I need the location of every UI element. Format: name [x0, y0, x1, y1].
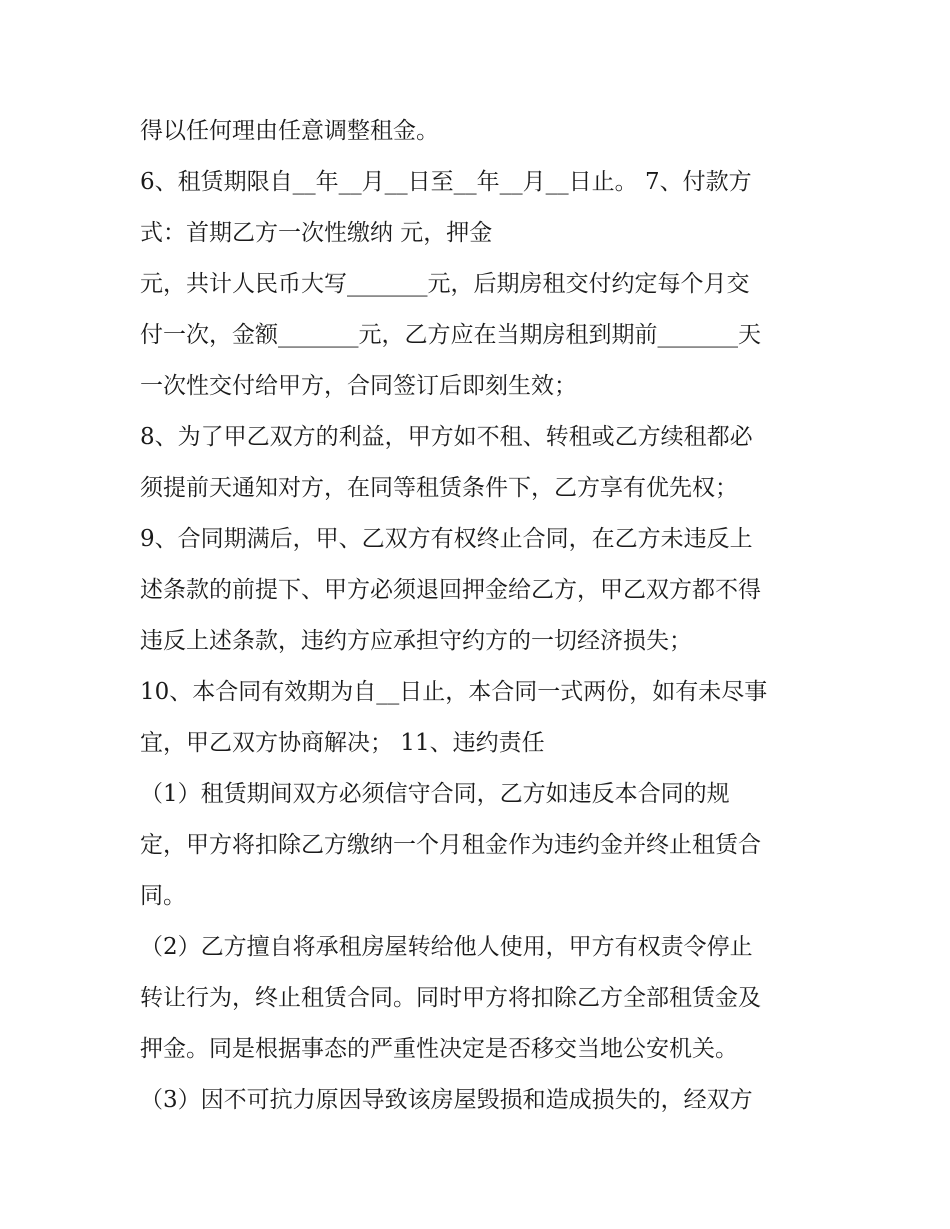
- text-line: 8、为了甲乙双方的利益，甲方如不租、转租或乙方续租都必: [140, 424, 753, 450]
- text-line: 10、本合同有效期为自__日止，本合同一式两份，如有未尽事: [140, 679, 768, 705]
- text-line: 转让行为，终止租赁合同。同时甲方将扣除乙方全部租赁金及: [140, 985, 761, 1011]
- text-line: （1）租赁期间双方必须信守合同，乙方如违反本合同的规: [140, 781, 730, 807]
- text-line: 6、租赁期限自__年__月__日至__年__月__日止。 7、付款方: [140, 169, 752, 195]
- text-line: 式：首期乙方一次性缴纳 元，押金: [140, 220, 493, 246]
- text-line: （3）因不可抗力原因导致该房屋毁损和造成损失的，经双方: [140, 1087, 753, 1113]
- text-line: 违反上述条款，违约方应承担守约方的一切经济损失；: [140, 628, 692, 654]
- text-line: 付一次，金额_______元，乙方应在当期房租到期前_______天: [140, 322, 761, 348]
- text-line: 押金。同是根据事态的严重性决定是否移交当地公安机关。: [140, 1036, 738, 1062]
- text-line: 9、合同期满后，甲、乙双方有权终止合同，在乙方未违反上: [140, 526, 753, 552]
- text-line: 定，甲方将扣除乙方缴纳一个月租金作为违约金并终止租赁合: [140, 832, 761, 858]
- text-line: 得以任何理由任意调整租金。: [140, 118, 439, 144]
- text-line: 须提前天通知对方，在同等租赁条件下，乙方享有优先权；: [140, 475, 738, 501]
- text-line: 述条款的前提下、甲方必须退回押金给乙方，甲乙双方都不得: [140, 577, 761, 603]
- contract-text: [140, 106, 820, 1126]
- text-line: 一次性交付给甲方，合同签订后即刻生效；: [140, 373, 577, 399]
- text-line: 同。: [140, 883, 186, 909]
- text-line: （2）乙方擅自将承租房屋转给他人使用，甲方有权责令停止: [140, 934, 753, 960]
- text-line: 宜，甲乙双方协商解决； 11、违约责任: [140, 730, 545, 756]
- text-line: 元，共计人民币大写_______元，后期房租交付约定每个月交: [140, 271, 750, 297]
